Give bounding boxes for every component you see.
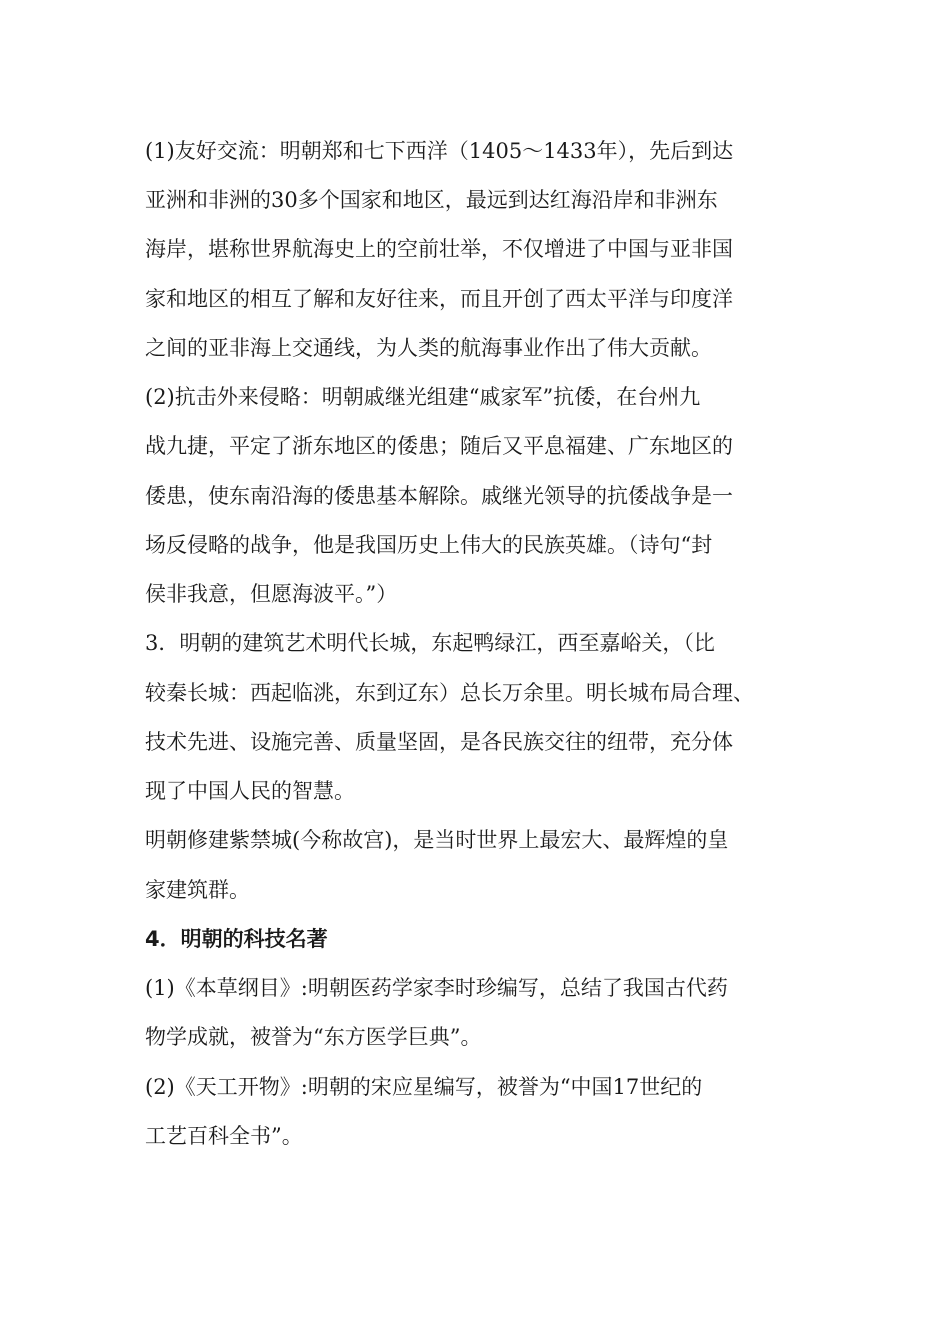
paragraph-line: 技术先进、设施完善、质量坚固，是各民族交往的纽带，充分体 bbox=[145, 730, 733, 754]
paragraph-line: (1)友好交流：明朝郑和七下西洋（1405～1433年），先后到达 bbox=[145, 139, 734, 163]
paragraph-line: 3．明朝的建筑艺术明代长城，东起鸭绿江，西至嘉峪关，（比 bbox=[145, 631, 715, 655]
paragraph-line: 侯非我意，但愿海波平。”） bbox=[145, 582, 398, 606]
paragraph-line: 明朝修建紫禁城(今称故宫)，是当时世界上最宏大、最辉煌的皇 bbox=[145, 828, 729, 852]
paragraph-line: 家建筑群。 bbox=[145, 878, 250, 902]
paragraph-line: 亚洲和非洲的30多个国家和地区，最远到达红海沿岸和非洲东 bbox=[145, 188, 718, 212]
paragraph-line: 倭患，使东南沿海的倭患基本解除。戚继光领导的抗倭战争是一 bbox=[145, 484, 733, 508]
paragraph-line: (2)《天工开物》:明朝的宋应星编写，被誉为“中国17世纪的 bbox=[145, 1075, 703, 1099]
paragraph-line: 工艺百科全书”。 bbox=[145, 1124, 303, 1148]
paragraph-line: 较秦长城：西起临洮，东到辽东）总长万余里。明长城布局合理、 bbox=[145, 681, 754, 705]
paragraph-line: 战九捷，平定了浙东地区的倭患；随后又平息福建、广东地区的 bbox=[145, 434, 733, 458]
paragraph-line: 现了中国人民的智慧。 bbox=[145, 779, 355, 803]
paragraph-line: 之间的亚非海上交通线，为人类的航海事业作出了伟大贡献。 bbox=[145, 336, 712, 360]
paragraph-line: 物学成就，被誉为“东方医学巨典”。 bbox=[145, 1025, 482, 1049]
paragraph-line: 海岸，堪称世界航海史上的空前壮举，不仅增进了中国与亚非国 bbox=[145, 237, 733, 261]
paragraph-line: (1)《本草纲目》:明朝医药学家李时珍编写，总结了我国古代药 bbox=[145, 976, 728, 1000]
paragraph-line: 家和地区的相互了解和友好往来，而且开创了西太平洋与印度洋 bbox=[145, 287, 733, 311]
paragraph-line: 场反侵略的战争，他是我国历史上伟大的民族英雄。（诗句“封 bbox=[145, 533, 713, 557]
section-heading: 4．明朝的科技名著 bbox=[145, 927, 328, 951]
paragraph-line: (2)抗击外来侵略：明朝戚继光组建“戚家军”抗倭，在台州九 bbox=[145, 385, 701, 409]
